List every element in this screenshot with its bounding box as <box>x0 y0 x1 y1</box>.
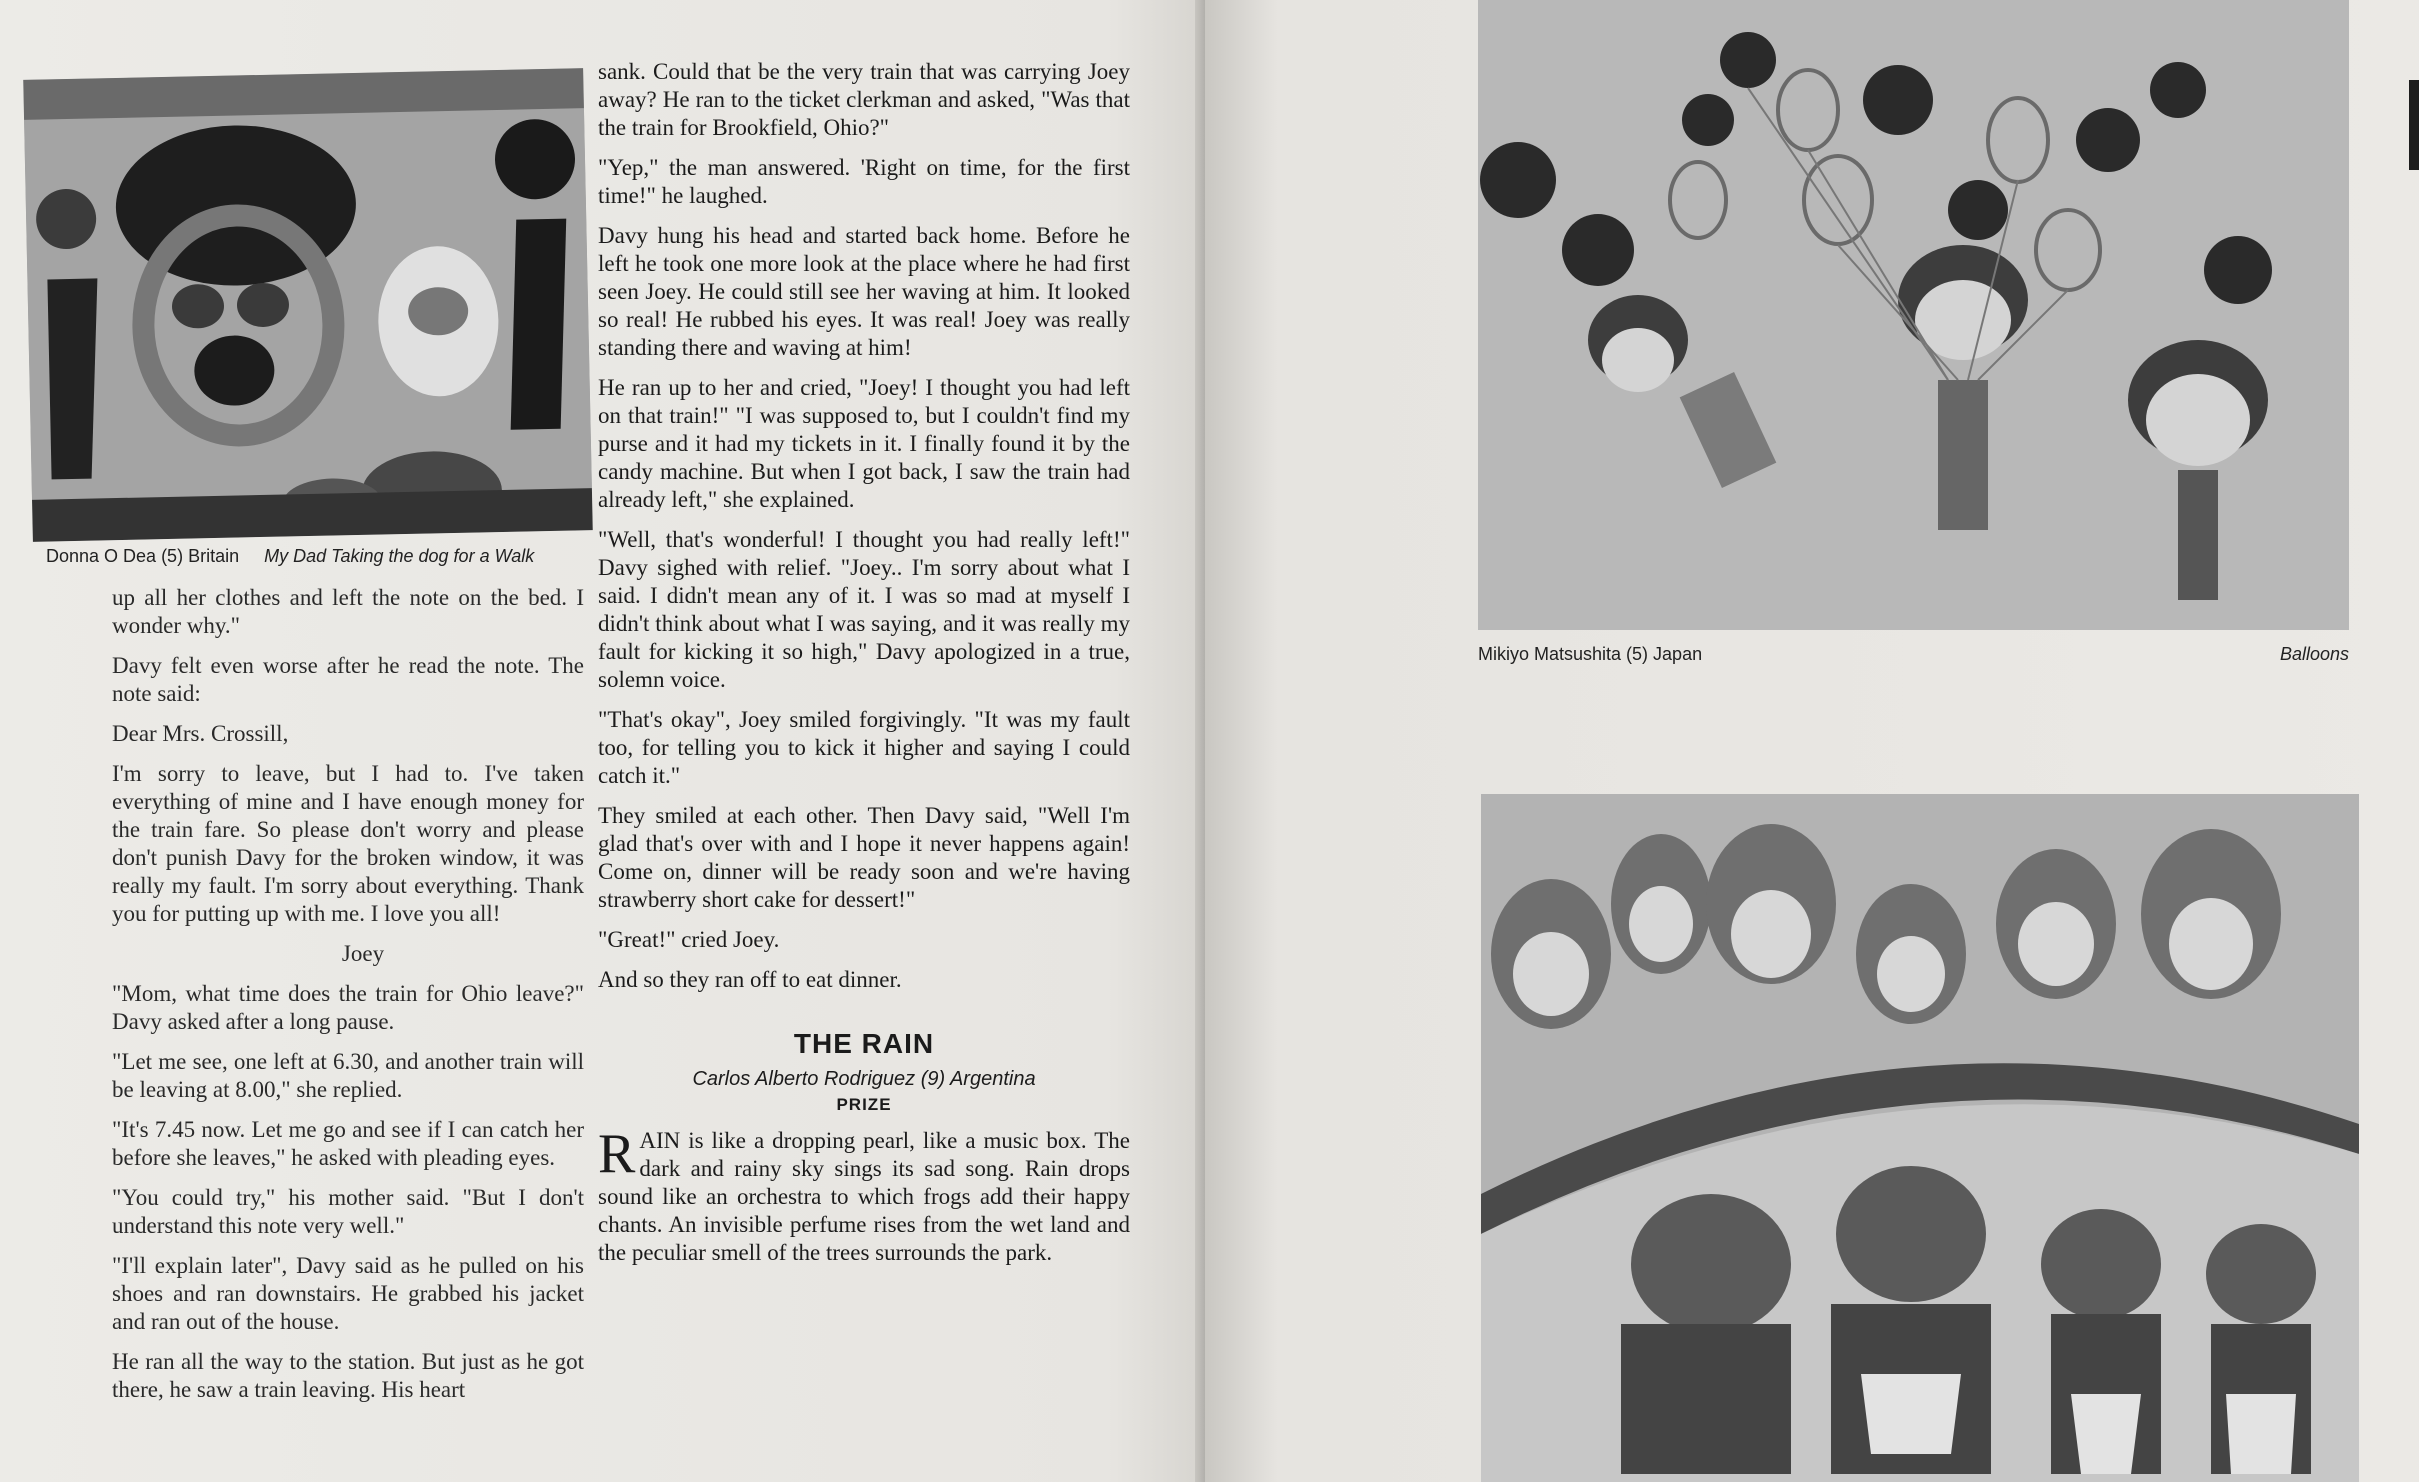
figure-artist-left: Donna O Dea (5) Britain <box>46 546 240 566</box>
note-signature: Joey <box>341 941 385 966</box>
figure-title-right: Balloons <box>2279 644 2349 664</box>
poem-body <box>598 1123 1130 1267</box>
story-column-right <box>598 58 1130 1279</box>
paragraph: "Yep," the man answered. 'Right on time, for the first time!" he laughed. <box>598 155 1130 208</box>
poem-header <box>598 1028 1130 1115</box>
poem-text: AIN is like a dropping pearl, like a music box. The dark and rainy sky sings its sad song. Rain drops sound like an orchestra to which frogs add their happy chants. An invisible perfume rises from the wet land and the peculiar smell of the trees surrounds the park. <box>598 1128 1130 1265</box>
poem-title: THE RAIN <box>793 1028 935 1059</box>
paragraph: "That's okay", Joey smiled forgivingly. "It was my fault too, for telling you to kick it higher and saying I could catch it." <box>598 707 1130 788</box>
figure-title-left: My Dad Taking the dog for a Walk <box>264 546 535 566</box>
page-edge-mark <box>2409 80 2419 170</box>
circus-illustration <box>1481 794 2359 1482</box>
paragraph: Dear Mrs. Crossill, <box>112 721 289 746</box>
paragraph: I'm sorry to leave, but I had to. I've taken everything of mine and I have enough money for the train fare. So please don't worry and please don't punish Davy for the broken window, it was really my fault. I'm sorry about everything. Thank you for putting up with me. I love you all! <box>112 761 584 926</box>
painting-circus <box>1481 794 2359 1482</box>
paragraph: "Let me see, one left at 6.30, and another train will be leaving at 8.00," she replied. <box>112 1049 584 1102</box>
right-page <box>1205 0 2419 1482</box>
paragraph: And so they ran off to eat dinner. <box>598 967 902 992</box>
paragraph: Davy felt even worse after he read the note. The note said: <box>112 653 584 706</box>
paragraph: "Well, that's wonderful! I thought you had really left!" Davy sighed with relief. "Joey.. I'm sorry about what I said. I didn't mean any of it. I was so mad at myself I didn't think about what I was saying, and it was really my fault for kicking it so high," Davy apologized in a true, solemn voice. <box>598 527 1130 692</box>
paragraph: "Great!" cried Joey. <box>598 927 780 952</box>
drop-cap: R <box>598 1123 636 1185</box>
paragraph: Davy hung his head and started back home. Before he left he took one more look at the place where he had first seen Joey. He could still see her waving at him. It looked so real! He rubbed his eyes. It was real! Joey was really standing there and waving at him! <box>598 223 1130 360</box>
story-column-left <box>112 584 584 1416</box>
poem-author: Carlos Alberto Rodriguez (9) Argentina <box>692 1068 1036 1090</box>
figure-artist-right: Mikiyo Matsushita (5) Japan <box>1478 644 1703 664</box>
paragraph: He ran all the way to the station. But just as he got there, he saw a train leaving. His heart <box>112 1349 584 1402</box>
left-page <box>0 0 1205 1482</box>
painting-dad-walking-dog <box>23 68 593 542</box>
paragraph: sank. Could that be the very train that was carrying Joey away? He ran to the ticket clerkman and asked, "Was that the train for Brookfield, Ohio?" <box>598 59 1130 140</box>
paragraph: "You could try," his mother said. "But I don't understand this note very well." <box>112 1185 584 1238</box>
figure-caption-left <box>46 546 586 567</box>
paragraph: up all her clothes and left the note on the bed. I wonder why." <box>112 585 584 638</box>
paragraph: He ran up to her and cried, "Joey! I thought you had left on that train!" "I was supposed to, but I couldn't find my purse and it had my tickets in it. I finally found it by the candy machine. But when I got back, I saw the train had already left," she explained. <box>598 375 1130 512</box>
balloons-illustration <box>1478 0 2349 630</box>
paragraph: "I'll explain later", Davy said as he pulled on his shoes and ran downstairs. He grabbed his jacket and ran out of the house. <box>112 1253 584 1334</box>
paragraph: "It's 7.45 now. Let me go and see if I can catch her before she leaves," he asked with pleading eyes. <box>112 1117 584 1170</box>
painting-illustration <box>23 68 593 542</box>
poem-award: PRIZE <box>836 1095 892 1114</box>
paragraph: They smiled at each other. Then Davy said, "Well I'm glad that's over with and I hope it never happens again! Come on, dinner will be ready soon and we're having strawberry short cake for dessert!" <box>598 803 1130 912</box>
paragraph: "Mom, what time does the train for Ohio leave?" Davy asked after a long pause. <box>112 981 584 1034</box>
figure-caption-right-top <box>1478 644 2349 665</box>
painting-balloons <box>1478 0 2349 630</box>
